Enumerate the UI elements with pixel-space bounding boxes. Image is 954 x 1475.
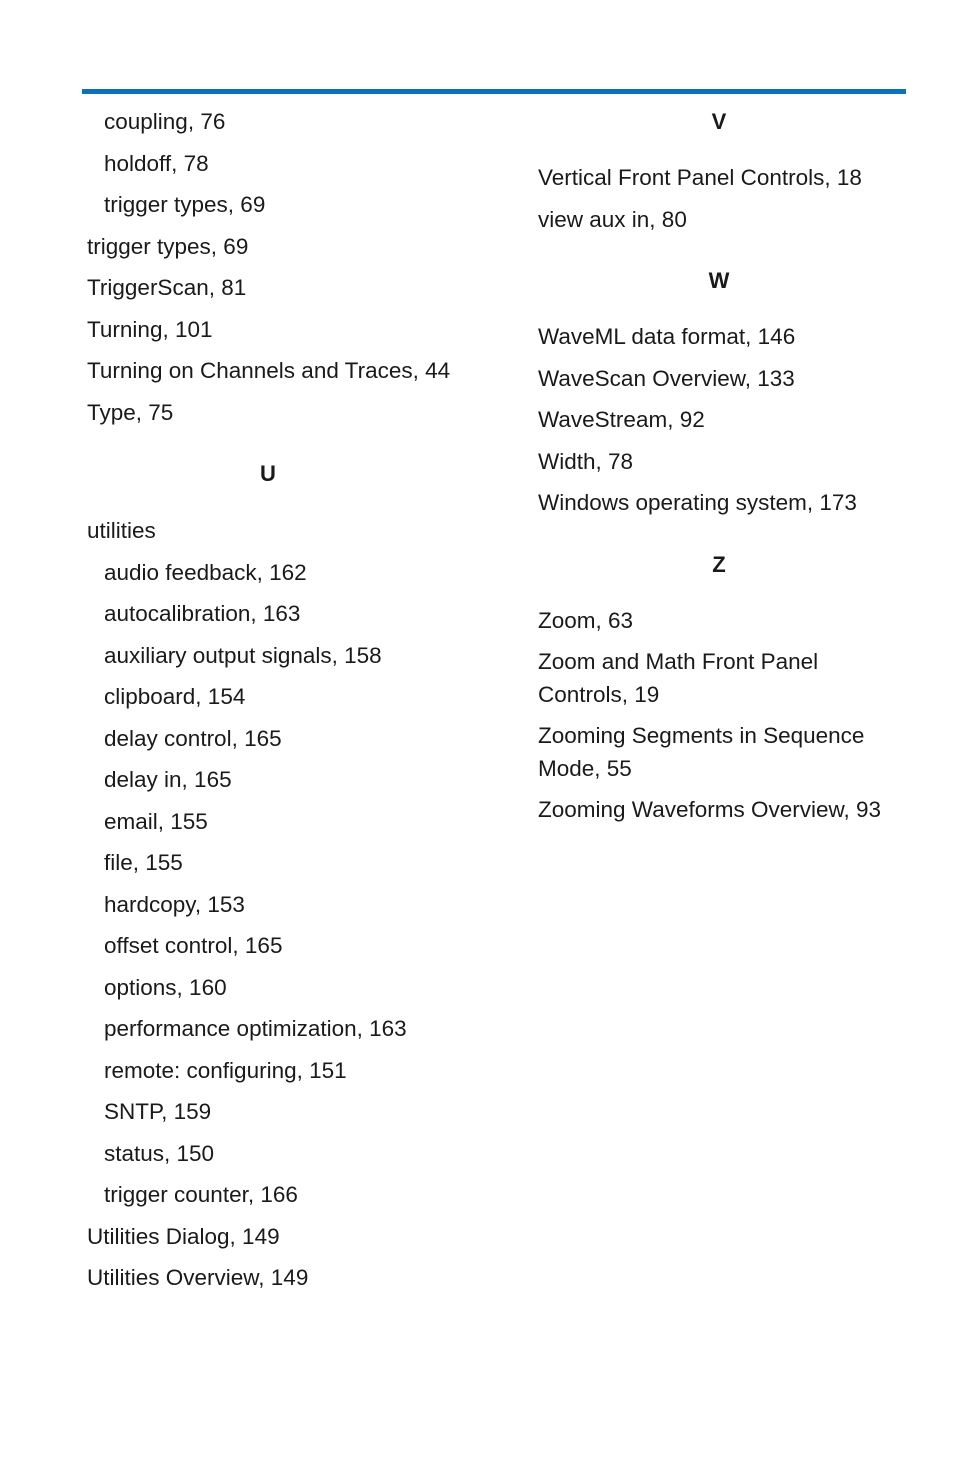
section-heading-v: V (711, 109, 727, 134)
index-entry: TriggerScan, 81 (87, 275, 247, 300)
index-subentry: trigger counter, 166 (104, 1182, 298, 1207)
index-entry: Turning on Channels and Traces, 44 (87, 358, 451, 383)
index-entry: utilities (87, 518, 156, 543)
index-group-t-continued (87, 106, 452, 429)
index-subentry: performance optimization, 163 (104, 1016, 407, 1041)
index-subentry: holdoff, 78 (104, 150, 209, 176)
index-group-z (538, 605, 896, 827)
index-subentry: offset control, 165 (104, 933, 283, 958)
index-group-w (538, 321, 896, 520)
index-subentry: clipboard, 154 (104, 684, 246, 709)
index-entry: Zoom and Math Front Panel Controls, 19 (538, 649, 819, 707)
index-entry: trigger types, 69 (87, 233, 249, 259)
index-column-left (87, 106, 452, 1304)
index-entry: Utilities Overview, 149 (87, 1265, 309, 1290)
index-subentry: options, 160 (104, 974, 227, 1000)
index-entry: Windows operating system, 173 (538, 490, 857, 515)
index-subentry: delay in, 165 (104, 767, 232, 792)
index-entry: Vertical Front Panel Controls, 18 (538, 165, 862, 190)
index-subentry: auxiliary output signals, 158 (104, 642, 382, 668)
index-column-right (538, 106, 896, 836)
index-subentry: hardcopy, 153 (104, 891, 245, 917)
index-subentry: file, 155 (104, 850, 183, 875)
index-entry: Turning, 101 (87, 316, 213, 342)
index-group-v (538, 162, 896, 236)
index-subentry: SNTP, 159 (104, 1099, 212, 1124)
index-entry: WaveScan Overview, 133 (538, 365, 795, 391)
index-subentry: status, 150 (104, 1140, 215, 1166)
index-subentry: email, 155 (104, 808, 208, 834)
section-heading-z: Z (712, 551, 726, 577)
index-entry: Utilities Dialog, 149 (87, 1223, 280, 1249)
index-entry: Width, 78 (538, 448, 634, 474)
index-entry: Zooming Waveforms Overview, 93 (538, 797, 882, 822)
index-entry: Zooming Segments in Sequence Mode, 55 (538, 723, 865, 781)
header-rule (82, 89, 906, 94)
section-heading-u: U (260, 461, 276, 486)
index-subentry: delay control, 165 (104, 725, 282, 751)
index-entry: WaveML data format, 146 (538, 324, 796, 349)
index-entry: WaveStream, 92 (538, 407, 705, 432)
index-subentry: autocalibration, 163 (104, 601, 301, 626)
index-subentry: remote: configuring, 151 (104, 1057, 347, 1083)
index-entry: Zoom, 63 (538, 607, 634, 633)
index-subentry: coupling, 76 (104, 109, 226, 134)
index-group-u (87, 515, 452, 1295)
index-subentry: audio feedback, 162 (104, 559, 307, 585)
index-entry: Type, 75 (87, 399, 174, 425)
section-heading-w: W (708, 268, 730, 293)
index-subentry: trigger types, 69 (104, 192, 266, 217)
index-entry: view aux in, 80 (538, 206, 687, 232)
